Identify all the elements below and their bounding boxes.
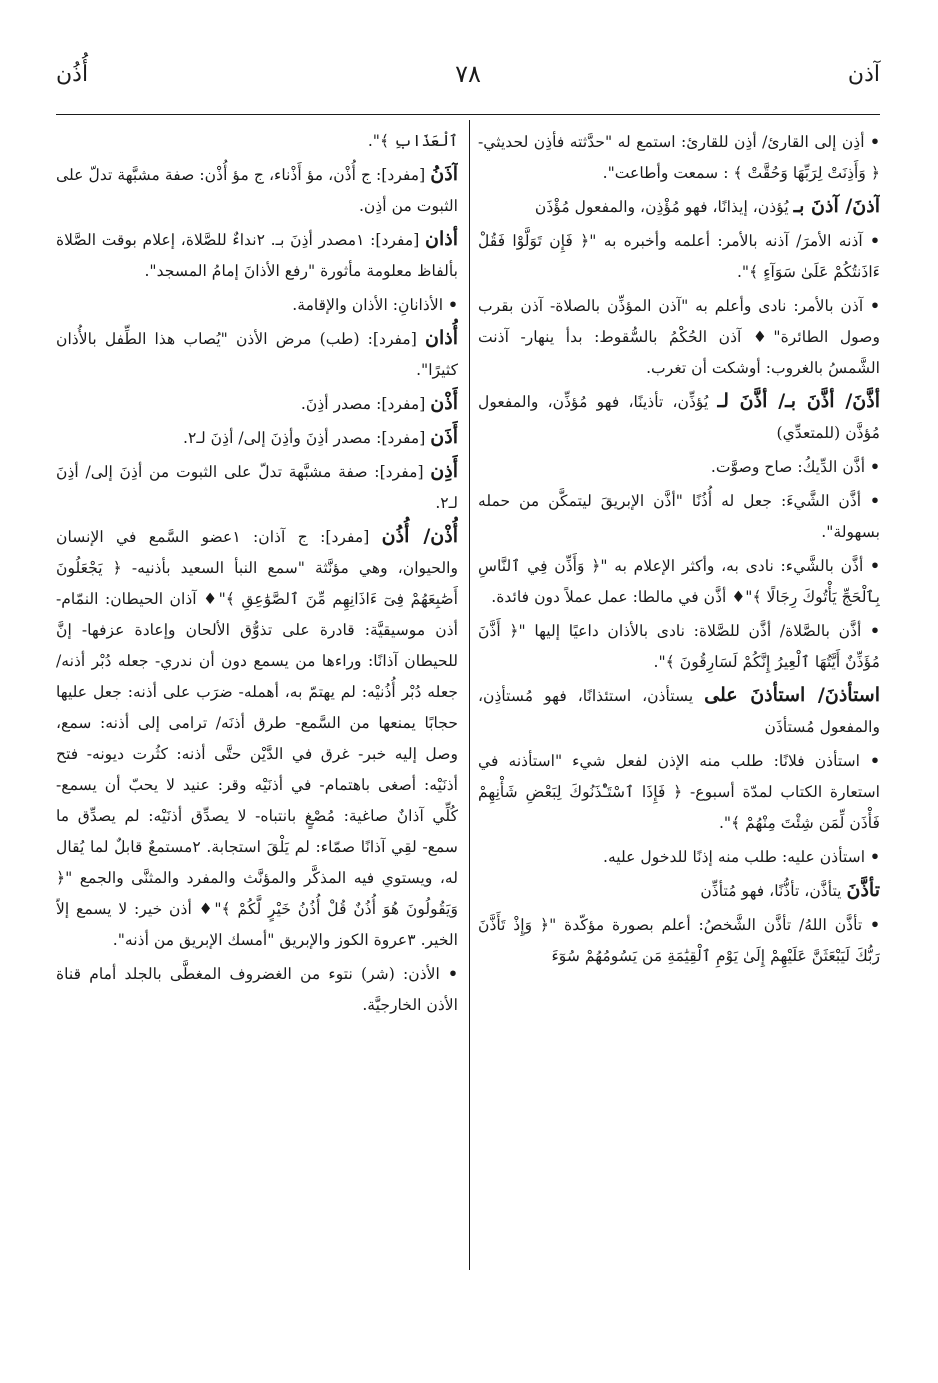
entry-bullet: •: [870, 491, 880, 510]
entry-bullet: •: [870, 751, 880, 770]
entry-text: أذَّن بالصَّلاة/ أذَّن للصَّلاة: نادى بالأذان داعيًا إليها "﴿ أَذَّنَ مُؤَذِّنٌ أَيَّتُهَا ٱلْعِيرُ إِنَّكُمْ لَسَارِقُونَ ﴾".: [478, 622, 880, 671]
entry-headword: آذَنُ: [430, 163, 458, 185]
dictionary-entry: [56, 456, 458, 519]
dictionary-entry: [478, 841, 880, 873]
entry-headword: أُذْن/ أُذُن: [381, 525, 458, 547]
entry-bullet: •: [870, 296, 880, 315]
entry-headword: آذنَ/ آذنَ بـ: [793, 195, 880, 217]
dictionary-entry: [56, 126, 458, 157]
dictionary-entry: [478, 615, 880, 678]
entry-text: أذَّن الدِّيكُ: صاح وصوَّت.: [710, 458, 866, 476]
column-divider: [469, 120, 470, 1270]
entry-bullet: •: [870, 132, 880, 151]
dictionary-entry: [478, 485, 880, 548]
entry-headword: أَذْن: [430, 392, 458, 414]
entry-bullet: •: [870, 621, 880, 640]
entry-headword: تأذَّنَ: [846, 879, 880, 901]
entry-text: يُؤذِّن، تأذينًا، فهو مُؤذِّن، والمفعول مُؤذَّن (للمتعدِّي): [478, 393, 880, 442]
entry-bullet: •: [870, 915, 880, 934]
entry-text: [مفرد]: ١مصدر أذِنَ بـ. ٢نداءٌ للصَّلاة، إعلام بوقت الصَّلاة بألفاظ معلومة مأثورة "رفع الأذانَ إمامُ المسجد".: [56, 231, 458, 280]
entry-text: استأذن فلانًا: طلب منه الإذن لفعل شيء "استأذنه في استعارة الكتاب لمدّة أسبوع- ﴿ فَإِذَا ٱسْتَـْٔذَنُوكَ لِبَعْضِ شَأْنِهِمْ فَأْذَن لِّمَن شِئْتَ مِنْهُمْ ﴾".: [478, 752, 880, 832]
entry-bullet: •: [870, 457, 880, 476]
dictionary-entry: [478, 745, 880, 839]
page-number: ٧٨: [455, 60, 481, 88]
entry-text: الأذانانِ: الأذان والإقامة.: [292, 296, 444, 314]
entry-bullet: •: [870, 231, 880, 250]
entry-text: [مفرد]: ج آذان: ١عضو السَّمع في الإنسان والحيوان، وهي مؤنَّثة "سمع النبأ السعيد بأذنيه- ﴿ يَجْعَلُونَ أَصَٰبِعَهُمْ فِىٓ ءَاذَانِهِم مِّنَ ٱلصَّوَٰعِقِ ﴾"♦ آذان الحيطان: النمّام- أذن موسيقيَّة: قادرة على تذوُّق الألحان وإعادة عزفها- إنَّ للحيطان آذانًا: وراءها من يسمع دون أن ندري- جعله دُبْر أذنه/ جعله دُبْر أُذُنيْه: لم يهتمّ به، أهمله- ضرَب على أذنه: جعل عليها حجابًا يمنعها من السَّمع- طرق أذنَه/ ترامى إلى أذنه: سمع، وصل إليه خبر- غرق في الدَّيْن حتَّى أذنه: كثُرت ديونه- فتح أذنَيْه: أصغى باهتمام- في أذنَيْه وقر: عنيد لا يحبّ أن يسمع- كُلِّي آذانٌ صاغية: مُصْغٍ بانتباه- لا يصدِّق أذنَيْه: لم يصدِّق ما سمع- لقِي آذانًا صمّاء: لم يَلْقَ استجابة. ٢مستمعٌ قابلٌ لما يُقال له، ويستوي فيه المذكَّر والمؤنَّث والمفرد والمثنَّى والجمع "﴿ وَيَقُولُونَ هُوَ أُذُنٌ قُلْ أُذُنُ خَيْرٍ لَّكُمْ ﴾"♦ أذن خير: لا يسمع إلاّ الخير. ٣عروة الكوز والإبريق "أمسك الإبريق من أذنه".: [56, 528, 458, 949]
entry-text: استأذن عليه: طلب منه إذنًا للدخول عليه.: [602, 848, 866, 866]
entry-text: أذَّن بالشَّيء: نادى به، وأكثر الإعلام به "﴿ وَأَذِّن فِي ٱلنَّاسِ بِٱلْحَجِّ يَأْتُوكَ رِجَالًا ﴾"♦ أذَّن في مالطا: عمل عملاً دون فائدة.: [478, 557, 880, 606]
dictionary-entry: [478, 451, 880, 483]
entry-text: [مفرد]: ج أُذْن، مؤ أَذْناء، ج مؤ أُذْن: صفة مشبَّهة تدلّ على الثبوت من أذِن.: [56, 166, 458, 215]
entry-text: [مفرد]: مصدر أذِنَ.: [300, 395, 426, 413]
header-rule: [56, 114, 880, 115]
entry-text: [مفرد]: صفة مشبَّهة تدلّ على الثبوت من أذِنَ إلى/ أذِنَ لـ٢.: [56, 463, 458, 512]
dictionary-entry: [56, 224, 458, 287]
entry-headword: أَذَن: [430, 426, 458, 448]
dictionary-entry: [56, 159, 458, 222]
entry-text: الأذن: (شر) نتوء من الغضروف المغطَّى بالجلد أمام قناة الأذن الخارجيَّة.: [56, 965, 458, 1014]
entry-text: يتأذَّن، تأذُّنًا، فهو مُتأذِّن: [700, 882, 842, 900]
dictionary-entry: [56, 521, 458, 956]
entry-bullet: •: [870, 556, 880, 575]
entry-text: تأذَّن اللهُ/ تأذَّن الشَّخصُ: أعلم بصورة مؤكّدة "﴿ وَإِذْ تَأَذَّنَ رَبُّكَ لَيَبْعَثَنَّ عَلَيْهِمْ إِلَىٰ يَوْمِ ٱلْقِيَٰمَةِ مَن يَسُومُهُمْ سُوٓءَ: [478, 916, 880, 965]
dictionary-entry: [478, 680, 880, 743]
right-column: [478, 126, 880, 1276]
entry-text: أذِن إلى القارئ/ أذِن للقارئ: استمع له "حدَّثته فأذِن لحديثي- ﴿ وَأَذِنَتْ لِرَبِّهَا وَحُقَّتْ ﴾ : سمعت وأطاعت".: [478, 133, 880, 182]
dictionary-entry: [56, 388, 458, 420]
dictionary-entry: [56, 323, 458, 386]
dictionary-entry: [56, 958, 458, 1021]
dictionary-entry: [478, 875, 880, 907]
dictionary-entry: [478, 550, 880, 613]
dictionary-entry: [478, 386, 880, 449]
entry-headword: أَذِن: [430, 460, 458, 482]
entry-text: آذن بالأمر: نادى وأعلم به "آذن المؤذِّن بالصلاة- آذن بقرب وصول الطائرة"♦ آذن الحُكْمُ بالسُّقوط: بدأ ينهار- آذنت الشَّمسُ بالغروب: أوشكت أن تغرب.: [478, 297, 880, 377]
entry-text: يستأذن، استئذانًا، فهو مُستأذِن، والمفعول مُستأذَن: [478, 687, 880, 736]
header-right-word: آذن: [847, 61, 880, 87]
entry-text: أذَّن الشَّيءَ: جعل له أُذُنًا "أذَّن الإبريقَ ليتمكَّن من حمله بسهولة".: [478, 492, 880, 541]
entry-headword: أُذان: [425, 327, 458, 349]
dictionary-entry: [56, 422, 458, 454]
page-header: [56, 52, 880, 96]
dictionary-entry: [56, 289, 458, 321]
entry-text: آذنه الأمرَ/ آذنه بالأمر: أعلمه وأخبره به "﴿ فَإِن تَوَلَّوْا فَقُلْ ءَاذَنتُكُمْ عَلَىٰ سَوَآءٍ ﴾".: [478, 232, 880, 281]
left-column: [56, 126, 458, 1276]
entry-bullet: •: [448, 295, 458, 314]
entry-bullet: •: [870, 847, 880, 866]
entry-text: [مفرد]: مصدر أذِنَ وأذِنَ إلى/ أذِنَ لـ٢.: [183, 429, 426, 447]
entry-bullet: •: [448, 964, 458, 983]
entry-text: ٱلْعَذَابِ ﴾".: [367, 132, 458, 150]
entry-headword: استأذنَ/ استأذنَ على: [704, 684, 880, 706]
entry-text: يُؤذن، إيذانًا، فهو مُؤْذِن، والمفعول مُؤْذَن: [534, 198, 789, 216]
entry-headword: أذَّنَ/ أذَّنَ بـ/ أذَّنَ لـ: [717, 390, 880, 412]
dictionary-entry: [478, 126, 880, 189]
dictionary-entry: [478, 191, 880, 223]
entry-text: [مفرد]: (طب) مرض الأذن "يُصاب هذا الطِّفل بالأُذان كثيرًا".: [56, 330, 458, 379]
dictionary-entry: [478, 290, 880, 384]
entry-headword: أذان: [425, 228, 458, 250]
dictionary-entry: [478, 909, 880, 972]
header-left-word: أُذُن: [56, 61, 89, 87]
dictionary-entry: [478, 225, 880, 288]
